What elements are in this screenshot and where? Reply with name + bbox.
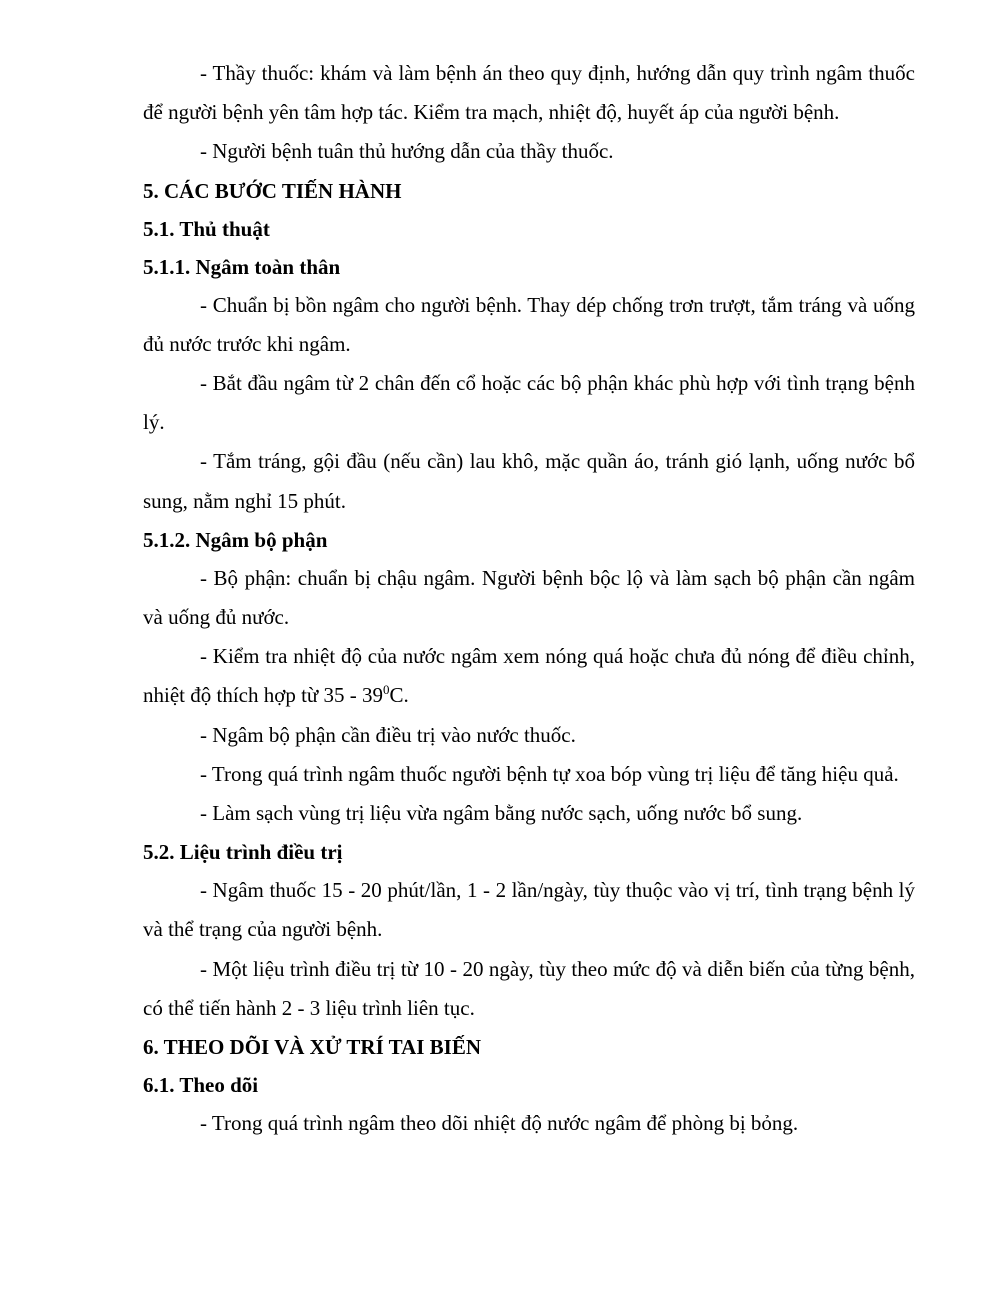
paragraph-course-length: - Một liệu trình điều trị từ 10 - 20 ngày, tùy theo mức độ và diễn biến của từng bệnh, có thể tiến hành 2 - 3 liệu trình liên tục. [143, 956, 915, 1020]
heading-section-5-1-2: 5.1.2. Ngâm bộ phận [143, 527, 328, 552]
temperature-text: - Kiểm tra nhiệt độ của nước ngâm xem nóng quá hoặc chưa đủ nóng để điều chỉnh, nhiệt độ thích hợp từ 35 - 39 [143, 644, 915, 708]
paragraph-soak-part: - Ngâm bộ phận cần điều trị vào nước thuốc. [200, 722, 576, 747]
paragraph-clean-area: - Làm sạch vùng trị liệu vừa ngâm bằng nước sạch, uống nước bổ sung. [200, 801, 803, 826]
paragraph-patient-compliance: - Người bệnh tuân thủ hướng dẫn của thầy thuốc. [200, 139, 614, 164]
paragraph-check-temperature [143, 637, 915, 715]
degree-superscript: 0 [383, 682, 390, 698]
paragraph-prepare-tub: - Chuẩn bị bồn ngâm cho người bệnh. Thay dép chống trơn trượt, tắm tráng và uống đủ nước trước khi ngâm. [143, 292, 915, 356]
document-page [143, 54, 915, 1143]
heading-section-6-1: 6.1. Theo dõi [143, 1073, 259, 1098]
temperature-unit: C. [389, 683, 409, 708]
heading-section-5-1: 5.1. Thủ thuật [143, 216, 270, 241]
paragraph-after-bath: - Tắm tráng, gội đầu (nếu cần) lau khô, mặc quần áo, tránh gió lạnh, uống nước bổ sung, nằm nghỉ 15 phút. [143, 449, 915, 513]
heading-section-5-2: 5.2. Liệu trình điều trị [143, 840, 343, 865]
paragraph-partial-prepare: - Bộ phận: chuẩn bị chậu ngâm. Người bệnh bộc lộ và làm sạch bộ phận cần ngâm và uống đủ nước. [143, 565, 915, 630]
paragraph-start-soaking: - Bắt đầu ngâm từ 2 chân đến cổ hoặc các bộ phận khác phù hợp với tình trạng bệnh lý. [143, 371, 915, 435]
heading-section-6: 6. THEO DÕI VÀ XỬ TRÍ TAI BIẾN [143, 1035, 482, 1060]
paragraph-self-massage: - Trong quá trình ngâm thuốc người bệnh tự xoa bóp vùng trị liệu để tăng hiệu quả. [200, 761, 899, 786]
heading-section-5-1-1: 5.1.1. Ngâm toàn thân [143, 254, 341, 279]
heading-section-5: 5. CÁC BƯỚC TIẾN HÀNH [143, 178, 402, 203]
paragraph-doctor-preparation: - Thầy thuốc: khám và làm bệnh án theo quy định, hướng dẫn quy trình ngâm thuốc để người bệnh yên tâm hợp tác. Kiểm tra mạch, nhiệt độ, huyết áp của người bệnh. [143, 61, 915, 125]
paragraph-monitor-temperature: - Trong quá trình ngâm theo dõi nhiệt độ nước ngâm để phòng bị bỏng. [200, 1111, 799, 1136]
paragraph-soak-duration: - Ngâm thuốc 15 - 20 phút/lần, 1 - 2 lần/ngày, tùy thuộc vào vị trí, tình trạng bệnh lý và thể trạng của người bệnh. [143, 878, 915, 942]
